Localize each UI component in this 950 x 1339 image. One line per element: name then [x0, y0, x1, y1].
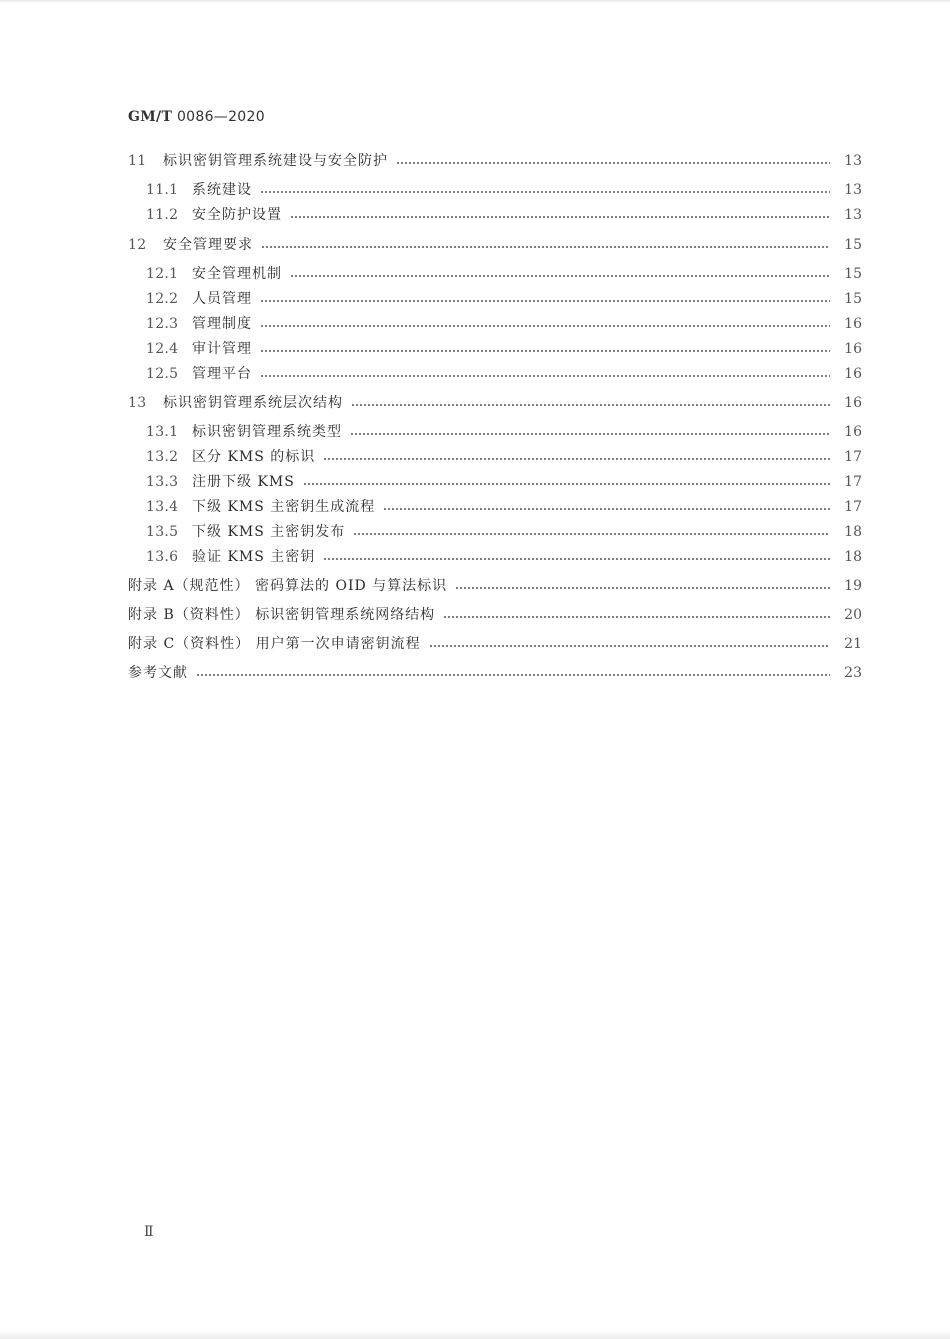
toc-dot-leader — [290, 264, 830, 278]
toc-entry-title: 安全防护设置 — [192, 207, 282, 223]
toc-entry[interactable] — [0, 235, 950, 255]
toc-dot-leader — [350, 422, 830, 436]
toc-entry-title: 附录 C（资料性） 用户第一次申请密钥流程 — [128, 636, 421, 652]
toc-entry-title: 下级 KMS 主密钥发布 — [192, 524, 346, 540]
toc-entry-page: 17 — [844, 499, 862, 515]
toc-entry[interactable] — [0, 180, 950, 200]
toc-dot-leader — [260, 364, 830, 378]
toc-dot-leader — [260, 339, 830, 353]
toc-entry-title: 验证 KMS 主密钥 — [192, 549, 316, 565]
toc-dot-leader — [260, 180, 830, 194]
toc-entry[interactable] — [0, 547, 950, 567]
toc-entry-page: 18 — [844, 524, 862, 540]
toc-entry-page: 19 — [844, 578, 862, 594]
toc-entry-page: 20 — [844, 607, 862, 623]
toc-dot-leader — [383, 497, 830, 511]
toc-entry-title: 标识密钥管理系统类型 — [192, 424, 342, 440]
toc-entry-title: 系统建设 — [192, 182, 252, 198]
toc-entry-page: 13 — [844, 207, 862, 223]
toc-entry[interactable] — [0, 522, 950, 542]
toc-entry-page: 16 — [844, 366, 862, 382]
standard-number: 0086—2020 — [176, 109, 265, 125]
toc-dot-leader — [323, 547, 830, 561]
toc-entry-page: 21 — [844, 636, 862, 652]
toc-entry-number: 12.3 — [146, 316, 179, 332]
toc-dot-leader — [396, 151, 830, 165]
toc-entry-page: 16 — [844, 395, 862, 411]
toc-entry-number: 13.1 — [146, 424, 179, 440]
toc-entry-number: 11.1 — [146, 182, 179, 198]
toc-entry-number: 13.5 — [146, 524, 179, 540]
toc-entry-page: 17 — [844, 449, 862, 465]
toc-entry[interactable] — [0, 497, 950, 517]
toc-entry-number: 11 — [128, 153, 147, 169]
toc-entry-page: 16 — [844, 341, 862, 357]
toc-entry-title: 附录 B（资料性） 标识密钥管理系统网络结构 — [128, 607, 436, 623]
toc-entry-title: 安全管理要求 — [163, 237, 253, 253]
toc-entry-number: 13.2 — [146, 449, 179, 465]
toc-entry-title: 标识密钥管理系统建设与安全防护 — [163, 153, 388, 169]
toc-dot-leader — [260, 289, 830, 303]
toc-entry-page: 15 — [844, 266, 862, 282]
toc-entry[interactable] — [0, 314, 950, 334]
toc-entry[interactable] — [0, 634, 950, 654]
toc-dot-leader — [455, 576, 830, 590]
toc-entry-page: 13 — [844, 153, 862, 169]
toc-entry-number: 13.3 — [146, 474, 179, 490]
toc-entry-number: 12.2 — [146, 291, 179, 307]
toc-entry-number: 11.2 — [146, 207, 179, 223]
bottom-edge — [0, 1331, 950, 1339]
page-number-footer: Ⅱ — [144, 1224, 154, 1240]
toc-dot-leader — [429, 634, 830, 648]
toc-entry-title: 附录 A（规范性） 密码算法的 OID 与算法标识 — [128, 578, 448, 594]
toc-entry-title: 安全管理机制 — [192, 266, 282, 282]
toc-entry[interactable] — [0, 151, 950, 171]
top-edge — [0, 0, 950, 3]
toc-entry-title: 标识密钥管理系统层次结构 — [163, 395, 343, 411]
toc-dot-leader — [260, 314, 830, 328]
toc-entry[interactable] — [0, 605, 950, 625]
toc-entry-number: 12.4 — [146, 341, 179, 357]
toc-dot-leader — [290, 205, 830, 219]
toc-entry-page: 17 — [844, 474, 862, 490]
toc-entry-page: 15 — [844, 237, 862, 253]
toc-entry-title: 管理制度 — [192, 316, 252, 332]
toc-entry-number: 13 — [128, 395, 147, 411]
toc-entry[interactable] — [0, 663, 950, 683]
toc-dot-leader — [353, 522, 830, 536]
toc-entry-page: 16 — [844, 316, 862, 332]
toc-entry[interactable] — [0, 393, 950, 413]
toc-entry-title: 区分 KMS 的标识 — [192, 449, 316, 465]
toc-entry[interactable] — [0, 289, 950, 309]
toc-entry-title: 人员管理 — [192, 291, 252, 307]
toc-entry-title: 注册下级 KMS — [192, 474, 295, 490]
toc-entry-page: 18 — [844, 549, 862, 565]
toc-entry-title: 参考文献 — [128, 665, 188, 681]
toc-entry[interactable] — [0, 364, 950, 384]
toc-dot-leader — [443, 605, 830, 619]
toc-entry-title: 审计管理 — [192, 341, 252, 357]
toc-entry-title: 下级 KMS 主密钥生成流程 — [192, 499, 376, 515]
standard-code-header — [128, 109, 265, 125]
toc-dot-leader — [261, 235, 830, 249]
toc-entry[interactable] — [0, 339, 950, 359]
toc-entry-number: 13.6 — [146, 549, 179, 565]
standard-prefix: GM/T — [128, 109, 173, 125]
toc-entry[interactable] — [0, 264, 950, 284]
toc-entry[interactable] — [0, 422, 950, 442]
toc-entry-number: 13.4 — [146, 499, 179, 515]
toc-entry[interactable] — [0, 472, 950, 492]
toc-entry-page: 13 — [844, 182, 862, 198]
toc-entry-page: 15 — [844, 291, 862, 307]
toc-dot-leader — [303, 472, 830, 486]
toc-entry-number: 12.1 — [146, 266, 179, 282]
toc-entry[interactable] — [0, 447, 950, 467]
toc-entry-page: 16 — [844, 424, 862, 440]
toc-entry[interactable] — [0, 576, 950, 596]
toc-entry-number: 12 — [128, 237, 147, 253]
toc-entry-title: 管理平台 — [192, 366, 252, 382]
toc-dot-leader — [323, 447, 830, 461]
toc-entry-number: 12.5 — [146, 366, 179, 382]
toc-entry-page: 23 — [844, 665, 862, 681]
toc-dot-leader — [196, 663, 830, 677]
toc-dot-leader — [351, 393, 830, 407]
toc-entry[interactable] — [0, 205, 950, 225]
